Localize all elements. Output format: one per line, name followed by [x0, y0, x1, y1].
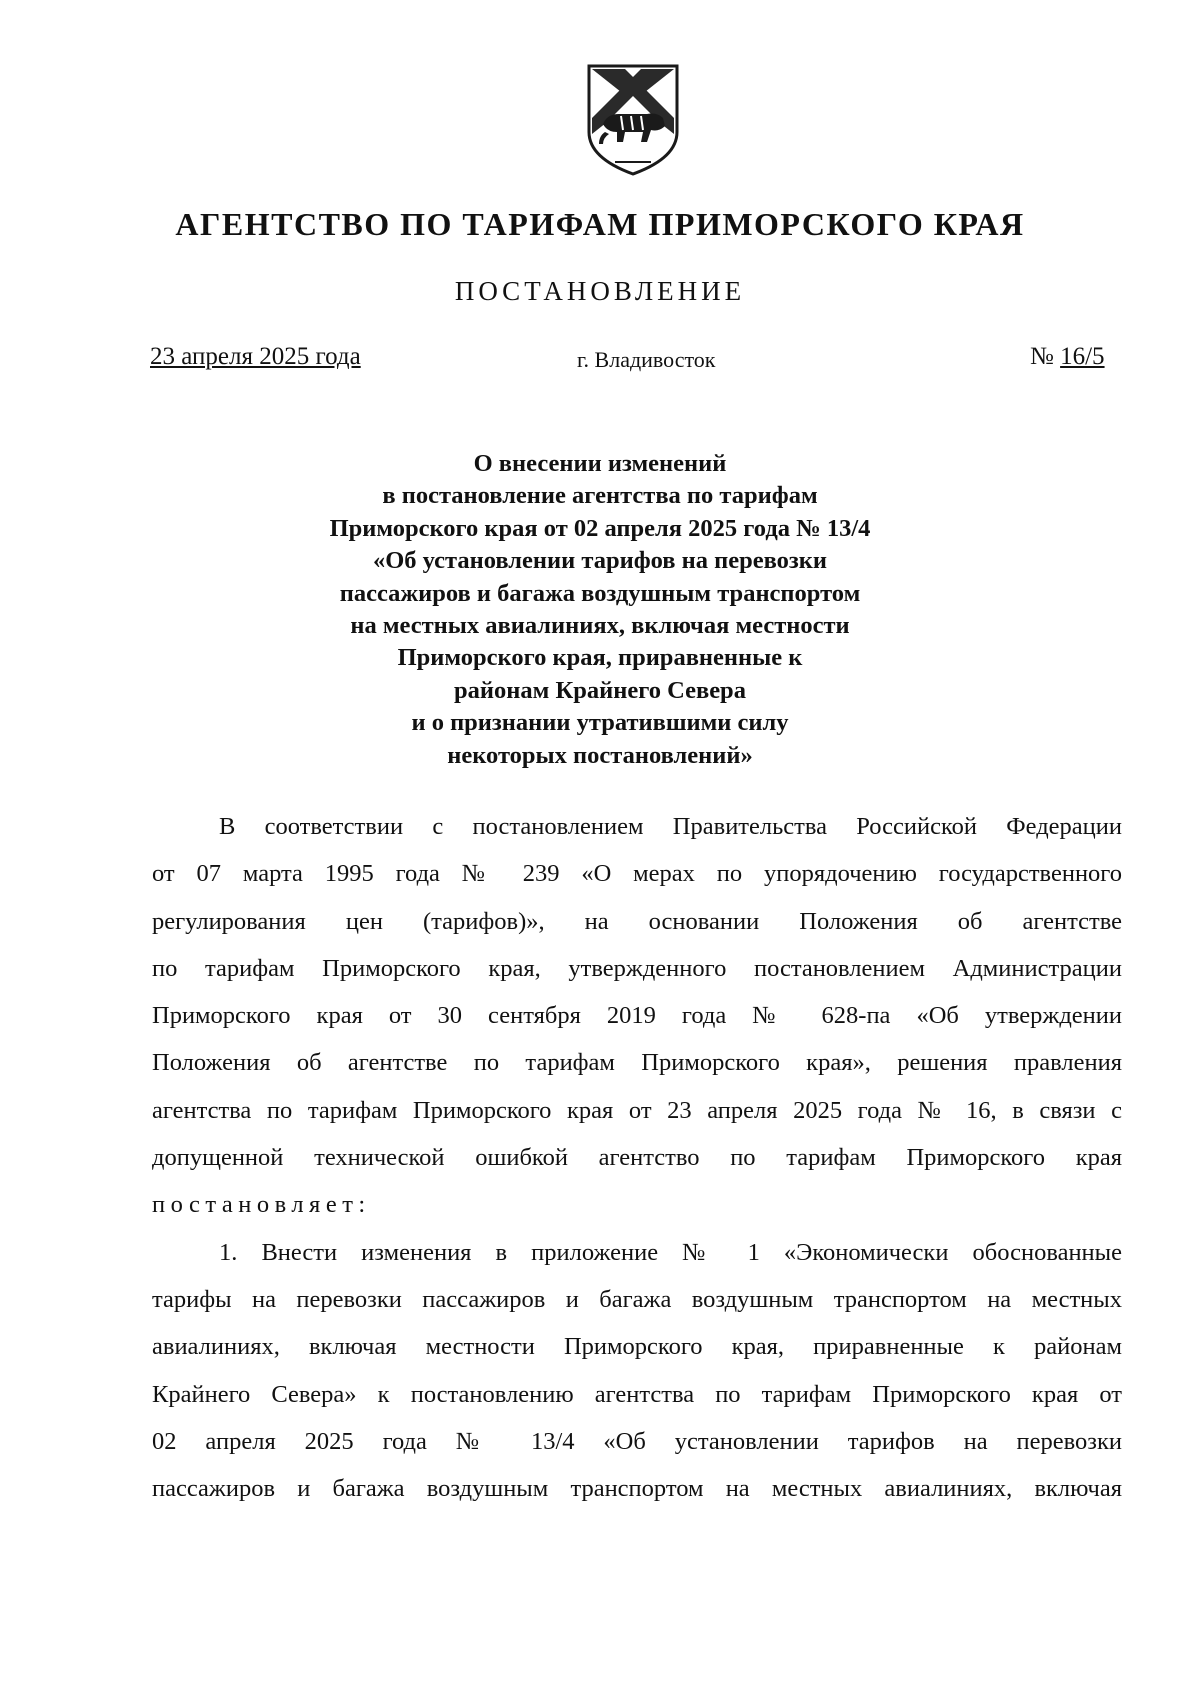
document-type: ПОСТАНОВЛЕНИЕ: [454, 276, 746, 306]
subject-line: Приморского края, приравненные к: [397, 644, 803, 672]
document-city: г. Владивосток: [577, 347, 716, 372]
subject-line: районам Крайнего Севера: [454, 676, 746, 704]
subject-line: на местных авиалиниях, включая местности: [350, 612, 850, 640]
body-line: Положения об агентстве по тарифам Приморского края», решения правления: [152, 1049, 1122, 1077]
subject-line: пассажиров и багажа воздушным транспортом: [339, 579, 861, 607]
subject-line: некоторых постановлений»: [447, 741, 753, 769]
body-line: агентства по тарифам Приморского края от 23 апреля 2025 года № 16, в связи с: [152, 1096, 1122, 1124]
document-number: [1030, 343, 1105, 371]
document-date: 23 апреля 2025 года: [150, 343, 361, 370]
body-line: регулирования цен (тарифов)», на основании Положения об агентстве: [152, 907, 1122, 935]
subject-line: Приморского края от 02 апреля 2025 года № 13/4: [329, 514, 871, 542]
primorsky-krai-coat-of-arms-icon: [585, 62, 681, 178]
subject-line: «Об установлении тарифов на перевозки: [372, 547, 828, 575]
body-line: Приморского края от 30 сентября 2019 года № 628-па «Об утверждении: [152, 1002, 1122, 1030]
body-line: 1. Внести изменения в приложение № 1 «Экономически обоснованные: [219, 1238, 1122, 1266]
document-body: [152, 803, 1122, 1512]
body-line: авиалиниях, включая местности Приморского края, приравненные к районам: [152, 1333, 1122, 1361]
document-subject: [250, 448, 950, 772]
body-line: В соответствии с постановлением Правительства Российской Федерации: [219, 813, 1122, 840]
document-number-prefix: №: [1030, 343, 1061, 370]
subject-line: и о признании утратившими силу: [411, 709, 789, 737]
resolution-word: постановляет:: [152, 1191, 371, 1219]
body-line: пассажиров и багажа воздушным транспортом на местных авиалиниях, включая: [152, 1475, 1122, 1503]
body-line: по тарифам Приморского края, утвержденного постановлением Администрации: [152, 954, 1122, 982]
body-line: допущенной технической ошибкой агентство по тарифам Приморского края: [152, 1144, 1122, 1172]
body-line: 02 апреля 2025 года № 13/4 «Об установлении тарифов на перевозки: [152, 1427, 1122, 1455]
body-line: Крайнего Севера» к постановлению агентства по тарифам Приморского края от: [152, 1380, 1122, 1408]
body-line: тарифы на перевозки пассажиров и багажа воздушным транспортом на местных: [152, 1285, 1122, 1313]
agency-title: АГЕНТСТВО ПО ТАРИФАМ ПРИМОРСКОГО КРАЯ: [175, 206, 1025, 242]
document-number-value: 16/5: [1060, 343, 1105, 370]
subject-line: в постановление агентства по тарифам: [382, 482, 818, 510]
subject-line: О внесении изменений: [473, 450, 727, 477]
body-line: от 07 марта 1995 года № 239 «О мерах по упорядочению государственного: [152, 860, 1122, 888]
